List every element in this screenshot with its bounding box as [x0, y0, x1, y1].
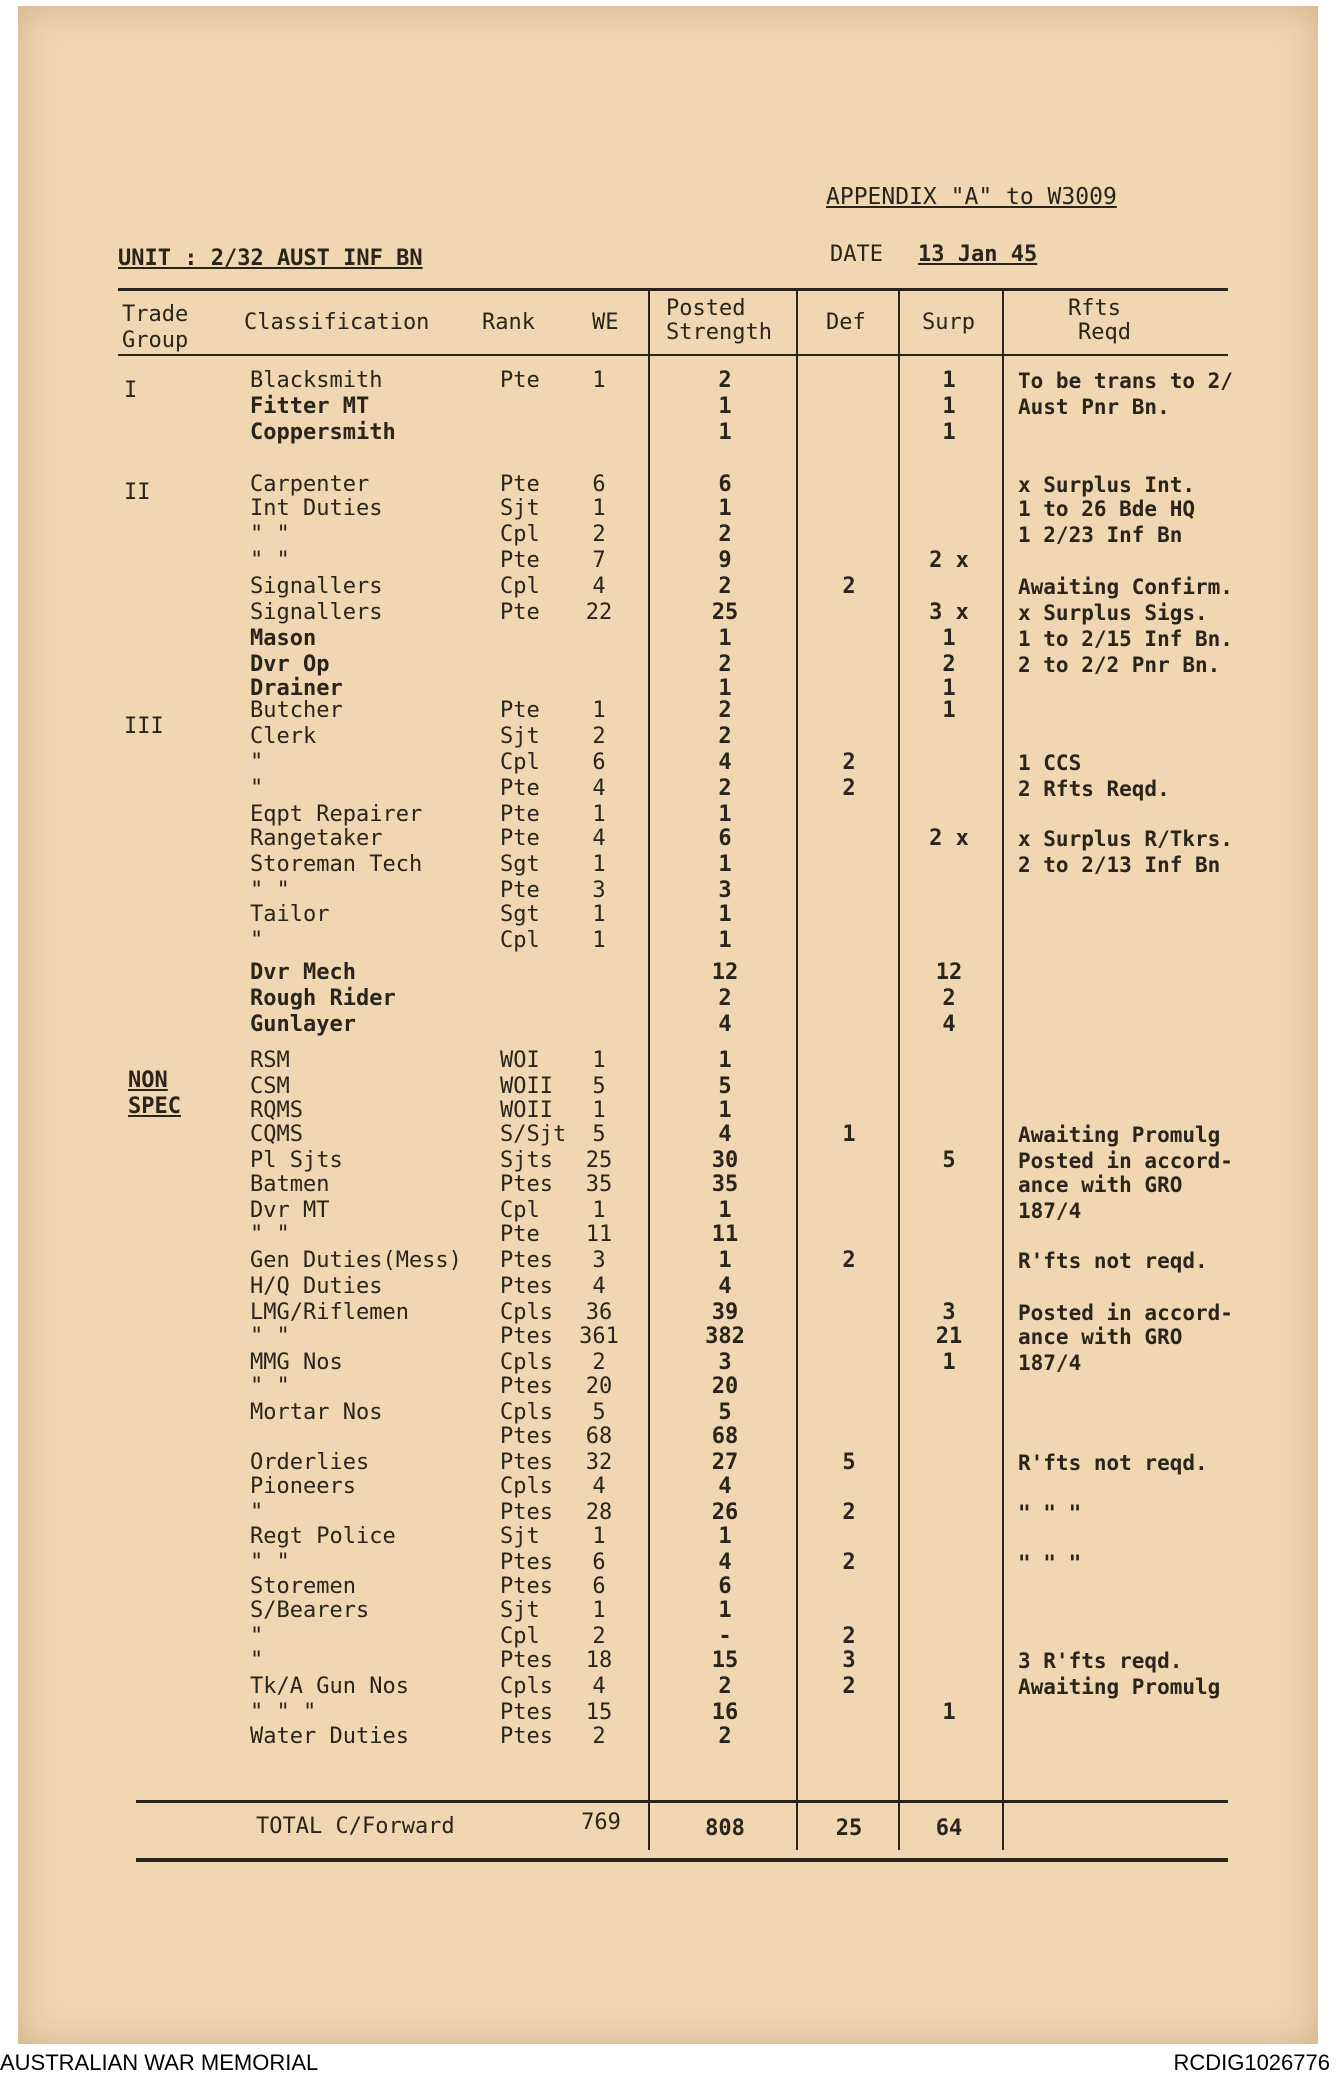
row-we: 4: [592, 826, 606, 851]
document-page: [18, 6, 1318, 2044]
row-posted: 15: [711, 1648, 739, 1673]
row-classification: Batmen: [250, 1172, 330, 1197]
row-classification: Tailor: [250, 902, 330, 927]
row-rank: WOII: [500, 1098, 553, 1123]
row-we: 4: [592, 776, 606, 801]
row-remarks: To be trans to 2/: [1018, 369, 1233, 393]
row-posted: 1: [718, 928, 732, 953]
row-rank: Ptes: [500, 1274, 553, 1299]
col-rule-posted-left: [648, 290, 650, 1850]
row-posted: 1: [718, 1598, 732, 1623]
row-rank: Ptes: [500, 1248, 553, 1273]
row-surp: 2: [942, 652, 956, 677]
row-classification: Water Duties: [250, 1724, 409, 1749]
row-classification: Carpenter: [250, 472, 370, 497]
date-label: DATE: [830, 242, 883, 267]
row-classification: Fitter MT: [250, 394, 370, 419]
row-remarks: x Surplus Sigs.: [1018, 601, 1208, 625]
row-surp: 1: [942, 368, 956, 393]
row-posted: 1: [718, 1248, 732, 1273]
row-remarks: 1 to 26 Bde HQ: [1018, 497, 1196, 521]
row-def: 2: [842, 750, 856, 775]
row-posted: 4: [718, 1550, 732, 1575]
row-posted: 4: [718, 750, 732, 775]
row-rank: Ptes: [500, 1724, 553, 1749]
row-rank: Ptes: [500, 1648, 553, 1673]
row-posted: 9: [718, 548, 732, 573]
col-header-def: Def: [826, 310, 866, 335]
group-label-spec: SPEC: [128, 1094, 181, 1119]
row-remarks: Awaiting Promulg: [1018, 1675, 1221, 1699]
row-we: 6: [592, 750, 606, 775]
row-posted: 4: [718, 1122, 732, 1147]
row-surp: 1: [942, 698, 956, 723]
row-def: 3: [842, 1648, 856, 1673]
row-we: 28: [585, 1500, 613, 1525]
row-classification: Mason: [250, 626, 317, 651]
row-rank: Cpl: [500, 1624, 540, 1649]
total-bottom-rule: [136, 1858, 1228, 1862]
row-posted: 6: [718, 1574, 732, 1599]
row-we: 2: [592, 1624, 606, 1649]
row-we: 2: [592, 522, 606, 547]
row-posted: 2: [718, 776, 732, 801]
row-we: 36: [585, 1300, 613, 1325]
group-label-iii: III: [124, 714, 164, 739]
row-rank: Cpls: [500, 1674, 553, 1699]
row-surp: 5: [942, 1148, 956, 1173]
row-surp: 1: [942, 1350, 956, 1375]
group-label-ii: II: [124, 480, 151, 505]
row-classification: Regt Police: [250, 1524, 396, 1549]
row-rank: Sjt: [500, 724, 540, 749]
row-posted: 2: [718, 724, 732, 749]
row-rank: Sgt: [500, 852, 540, 877]
row-rank: Cpl: [500, 522, 540, 547]
total-top-rule: [136, 1800, 1228, 1803]
row-remarks: 1 2/23 Inf Bn: [1018, 523, 1183, 547]
row-rank: WOII: [500, 1074, 553, 1099]
row-remarks: " " ": [1018, 1501, 1082, 1525]
row-classification: ": [250, 776, 264, 801]
row-posted: 4: [718, 1274, 732, 1299]
row-posted: 5: [718, 1400, 732, 1425]
row-posted: 4: [718, 1474, 732, 1499]
row-classification: RQMS: [250, 1098, 303, 1123]
row-we: 18: [585, 1648, 613, 1673]
row-we: 6: [592, 472, 606, 497]
row-posted: 2: [718, 698, 732, 723]
row-surp: 1: [942, 420, 956, 445]
footer-institution: AUSTRALIAN WAR MEMORIAL: [0, 2050, 319, 2075]
row-we: 3: [592, 878, 606, 903]
row-classification: S/Bearers: [250, 1598, 370, 1623]
row-we: 11: [585, 1222, 613, 1247]
row-posted: 1: [718, 626, 732, 651]
row-surp: 1: [942, 626, 956, 651]
row-rank: Sjt: [500, 1598, 540, 1623]
row-surp: 3: [942, 1300, 956, 1325]
row-we: 35: [585, 1172, 613, 1197]
row-rank: Cpls: [500, 1400, 553, 1425]
row-def: 2: [842, 1500, 856, 1525]
row-classification: Storeman Tech: [250, 852, 423, 877]
row-rank: Pte: [500, 368, 540, 393]
row-rank: Ptes: [500, 1700, 553, 1725]
row-def: 1: [842, 1122, 856, 1147]
row-rank: Sjt: [500, 496, 540, 521]
row-posted: 35: [711, 1172, 739, 1197]
row-classification: ": [250, 1500, 264, 1525]
row-def: 2: [842, 776, 856, 801]
row-classification: " ": [250, 548, 290, 573]
appendix-reference: APPENDIX "A" to W3009: [826, 184, 1117, 210]
row-we: 5: [592, 1074, 606, 1099]
row-classification: RSM: [250, 1048, 290, 1073]
row-surp: 2 x: [929, 548, 969, 573]
row-classification: Drainer: [250, 676, 343, 701]
row-rank: Pte: [500, 472, 540, 497]
row-classification: Signallers: [250, 574, 383, 599]
row-rank: Ptes: [500, 1172, 553, 1197]
row-posted: 1: [718, 852, 732, 877]
row-rank: Cpl: [500, 928, 540, 953]
row-remarks: 2 to 2/13 Inf Bn: [1018, 853, 1221, 877]
row-posted: 2: [718, 1724, 732, 1749]
row-classification: Clerk: [250, 724, 317, 749]
row-classification: H/Q Duties: [250, 1274, 383, 1299]
row-classification: " ": [250, 1324, 290, 1349]
row-def: 2: [842, 1624, 856, 1649]
row-we: 4: [592, 574, 606, 599]
col-header-rfts-2: Reqd: [1078, 320, 1131, 345]
row-posted: 2: [718, 1674, 732, 1699]
row-we: 1: [592, 368, 606, 393]
row-classification: ": [250, 1624, 264, 1649]
row-remarks: 187/4: [1018, 1351, 1082, 1375]
row-remarks: 187/4: [1018, 1199, 1082, 1223]
row-rank: Cpls: [500, 1350, 553, 1375]
row-classification: Pioneers: [250, 1474, 356, 1499]
row-classification: " ": [250, 1222, 290, 1247]
row-classification: Gunlayer: [250, 1012, 356, 1037]
row-remarks: " " ": [1018, 1551, 1082, 1575]
row-remarks: Posted in accord-: [1018, 1149, 1233, 1173]
row-we: 3: [592, 1248, 606, 1273]
row-posted: 2: [718, 986, 732, 1011]
row-we: 1: [592, 852, 606, 877]
row-remarks: 2 to 2/2 Pnr Bn.: [1018, 653, 1221, 677]
row-classification: MMG Nos: [250, 1350, 343, 1375]
row-posted: 27: [711, 1450, 739, 1475]
row-classification: Coppersmith: [250, 420, 396, 445]
row-surp: 1: [942, 1700, 956, 1725]
row-we: 1: [592, 698, 606, 723]
unit-label: UNIT : 2/32 AUST INF BN: [118, 246, 423, 271]
row-we: 2: [592, 1724, 606, 1749]
row-posted: 6: [718, 826, 732, 851]
row-rank: Sjts: [500, 1148, 553, 1173]
row-classification: CQMS: [250, 1122, 303, 1147]
row-remarks: x Surplus Int.: [1018, 473, 1196, 497]
group-label-non: NON: [128, 1068, 168, 1093]
row-rank: Ptes: [500, 1424, 553, 1449]
row-posted: 1: [718, 676, 732, 701]
row-rank: Ptes: [500, 1574, 553, 1599]
row-we: 4: [592, 1474, 606, 1499]
row-posted: 4: [718, 1012, 732, 1037]
row-posted: 68: [711, 1424, 739, 1449]
row-classification: Storemen: [250, 1574, 356, 1599]
row-classification: LMG/Riflemen: [250, 1300, 409, 1325]
row-classification: Dvr Op: [250, 652, 330, 677]
row-rank: Pte: [500, 802, 540, 827]
row-posted: 382: [705, 1324, 745, 1349]
row-we: 2: [592, 1350, 606, 1375]
row-posted: 11: [711, 1222, 739, 1247]
row-classification: Rangetaker: [250, 826, 383, 851]
row-we: 6: [592, 1550, 606, 1575]
row-posted: 1: [718, 1098, 732, 1123]
row-classification: Int Duties: [250, 496, 383, 521]
row-posted: 1: [718, 394, 732, 419]
row-posted: 2: [718, 522, 732, 547]
row-def: 2: [842, 574, 856, 599]
row-posted: 26: [711, 1500, 739, 1525]
row-rank: Cpl: [500, 750, 540, 775]
row-posted: 12: [711, 960, 739, 985]
row-we: 1: [592, 1098, 606, 1123]
row-rank: S/Sjt: [500, 1122, 567, 1147]
row-we: 1: [592, 928, 606, 953]
row-posted: 1: [718, 1198, 732, 1223]
row-surp: 2: [942, 986, 956, 1011]
row-classification: ": [250, 1648, 264, 1673]
row-we: 4: [592, 1274, 606, 1299]
row-rank: Pte: [500, 878, 540, 903]
row-posted: 16: [711, 1700, 739, 1725]
row-rank: Pte: [500, 600, 540, 625]
col-header-posted-2: Strength: [666, 320, 772, 345]
row-rank: Pte: [500, 698, 540, 723]
row-we: 25: [585, 1148, 613, 1173]
row-rank: Pte: [500, 548, 540, 573]
row-remarks: 3 R'fts reqd.: [1018, 1649, 1183, 1673]
row-posted: 1: [718, 496, 732, 521]
header-bottom-rule: [118, 354, 1228, 356]
row-we: 1: [592, 1198, 606, 1223]
row-surp: 21: [935, 1324, 963, 1349]
row-we: 361: [579, 1324, 619, 1349]
row-classification: Mortar Nos: [250, 1400, 383, 1425]
row-classification: Butcher: [250, 698, 343, 723]
footer-record-id: RCDIG1026776: [1173, 2050, 1330, 2075]
row-rank: Ptes: [500, 1324, 553, 1349]
row-remarks: ance with GRO: [1018, 1173, 1183, 1197]
row-classification: Eqpt Repairer: [250, 802, 423, 827]
row-we: 7: [592, 548, 606, 573]
total-surp: 64: [935, 1816, 963, 1841]
row-posted: 1: [718, 420, 732, 445]
row-posted: 1: [718, 1524, 732, 1549]
col-rule-surp-right: [1002, 290, 1004, 1850]
row-surp: 4: [942, 1012, 956, 1037]
row-surp: 12: [935, 960, 963, 985]
row-classification: Pl Sjts: [250, 1148, 343, 1173]
row-we: 1: [592, 1598, 606, 1623]
col-rule-surp-left: [898, 290, 900, 1850]
row-def: 5: [842, 1450, 856, 1475]
row-classification: " ": [250, 1550, 290, 1575]
row-classification: Dvr MT: [250, 1198, 330, 1223]
col-header-trade-group-2: Group: [122, 328, 189, 353]
row-posted: 1: [718, 902, 732, 927]
row-remarks: R'fts not reqd.: [1018, 1451, 1208, 1475]
row-we: 20: [585, 1374, 613, 1399]
row-we: 32: [585, 1450, 613, 1475]
total-label: TOTAL C/Forward: [256, 1814, 455, 1839]
row-posted: 2: [718, 652, 732, 677]
row-posted: 25: [711, 600, 739, 625]
row-rank: Ptes: [500, 1374, 553, 1399]
row-classification: Dvr Mech: [250, 960, 356, 985]
col-header-posted-1: Posted: [666, 296, 746, 321]
row-we: 1: [592, 1524, 606, 1549]
total-def: 25: [835, 1816, 863, 1841]
row-surp: 3 x: [929, 600, 969, 625]
date-value: 13 Jan 45: [918, 242, 1038, 267]
row-posted: 1: [718, 1048, 732, 1073]
row-remarks: Awaiting Confirm.: [1018, 575, 1233, 599]
row-posted: 39: [711, 1300, 739, 1325]
row-classification: " ": [250, 522, 290, 547]
row-classification: " " ": [250, 1700, 317, 1725]
row-classification: Orderlies: [250, 1450, 370, 1475]
row-classification: Signallers: [250, 600, 383, 625]
row-classification: ": [250, 928, 264, 953]
col-header-surp: Surp: [922, 310, 975, 335]
row-classification: " ": [250, 878, 290, 903]
total-posted: 808: [705, 1816, 745, 1841]
row-classification: CSM: [250, 1074, 290, 1099]
row-posted: 2: [718, 574, 732, 599]
row-we: 68: [585, 1424, 613, 1449]
row-we: 6: [592, 1574, 606, 1599]
group-label-i: I: [124, 378, 138, 403]
row-we: 4: [592, 1674, 606, 1699]
row-posted: 3: [718, 878, 732, 903]
row-remarks: x Surplus R/Tkrs.: [1018, 827, 1233, 851]
row-remarks: ance with GRO: [1018, 1325, 1183, 1349]
row-classification: Blacksmith: [250, 368, 383, 393]
row-posted: -: [718, 1624, 732, 1649]
row-rank: WOI: [500, 1048, 540, 1073]
row-remarks: R'fts not reqd.: [1018, 1249, 1208, 1273]
row-we: 2: [592, 724, 606, 749]
row-def: 2: [842, 1674, 856, 1699]
row-we: 5: [592, 1400, 606, 1425]
row-surp: 1: [942, 394, 956, 419]
row-rank: Sjt: [500, 1524, 540, 1549]
row-rank: Pte: [500, 1222, 540, 1247]
row-remarks: Awaiting Promulg: [1018, 1123, 1221, 1147]
row-rank: Pte: [500, 776, 540, 801]
col-header-rank: Rank: [482, 310, 535, 335]
col-rule-def-left: [796, 290, 798, 1850]
row-we: 1: [592, 496, 606, 521]
row-remarks: 1 CCS: [1018, 751, 1082, 775]
row-we: 5: [592, 1122, 606, 1147]
row-posted: 1: [718, 802, 732, 827]
row-def: 2: [842, 1248, 856, 1273]
row-rank: Ptes: [500, 1450, 553, 1475]
row-rank: Ptes: [500, 1550, 553, 1575]
total-we: 769: [581, 1810, 621, 1835]
row-posted: 2: [718, 368, 732, 393]
row-rank: Pte: [500, 826, 540, 851]
row-surp: 2 x: [929, 826, 969, 851]
row-remarks: Posted in accord-: [1018, 1301, 1233, 1325]
col-header-rfts-1: Rfts: [1068, 296, 1121, 321]
row-we: 22: [585, 600, 613, 625]
row-rank: Cpl: [500, 574, 540, 599]
row-classification: Tk/A Gun Nos: [250, 1674, 409, 1699]
col-header-we: WE: [592, 310, 619, 335]
table-top-rule: [118, 288, 1228, 291]
row-rank: Cpls: [500, 1474, 553, 1499]
row-rank: Sgt: [500, 902, 540, 927]
row-surp: 1: [942, 676, 956, 701]
row-classification: Gen Duties(Mess): [250, 1248, 462, 1273]
row-posted: 5: [718, 1074, 732, 1099]
row-classification: ": [250, 750, 264, 775]
row-remarks: 1 to 2/15 Inf Bn.: [1018, 627, 1233, 651]
col-header-classification: Classification: [244, 310, 430, 335]
row-posted: 6: [718, 472, 732, 497]
row-def: 2: [842, 1550, 856, 1575]
row-we: 1: [592, 902, 606, 927]
row-posted: 30: [711, 1148, 739, 1173]
row-we: 1: [592, 1048, 606, 1073]
row-posted: 20: [711, 1374, 739, 1399]
row-rank: Cpl: [500, 1198, 540, 1223]
row-classification: Rough Rider: [250, 986, 396, 1011]
col-header-trade-group-1: Trade: [122, 302, 189, 327]
row-classification: " ": [250, 1374, 290, 1399]
row-we: 15: [585, 1700, 613, 1725]
row-remarks: 2 Rfts Reqd.: [1018, 777, 1170, 801]
row-rank: Ptes: [500, 1500, 553, 1525]
row-posted: 3: [718, 1350, 732, 1375]
row-remarks: Aust Pnr Bn.: [1018, 395, 1170, 419]
row-we: 1: [592, 802, 606, 827]
row-rank: Cpls: [500, 1300, 553, 1325]
